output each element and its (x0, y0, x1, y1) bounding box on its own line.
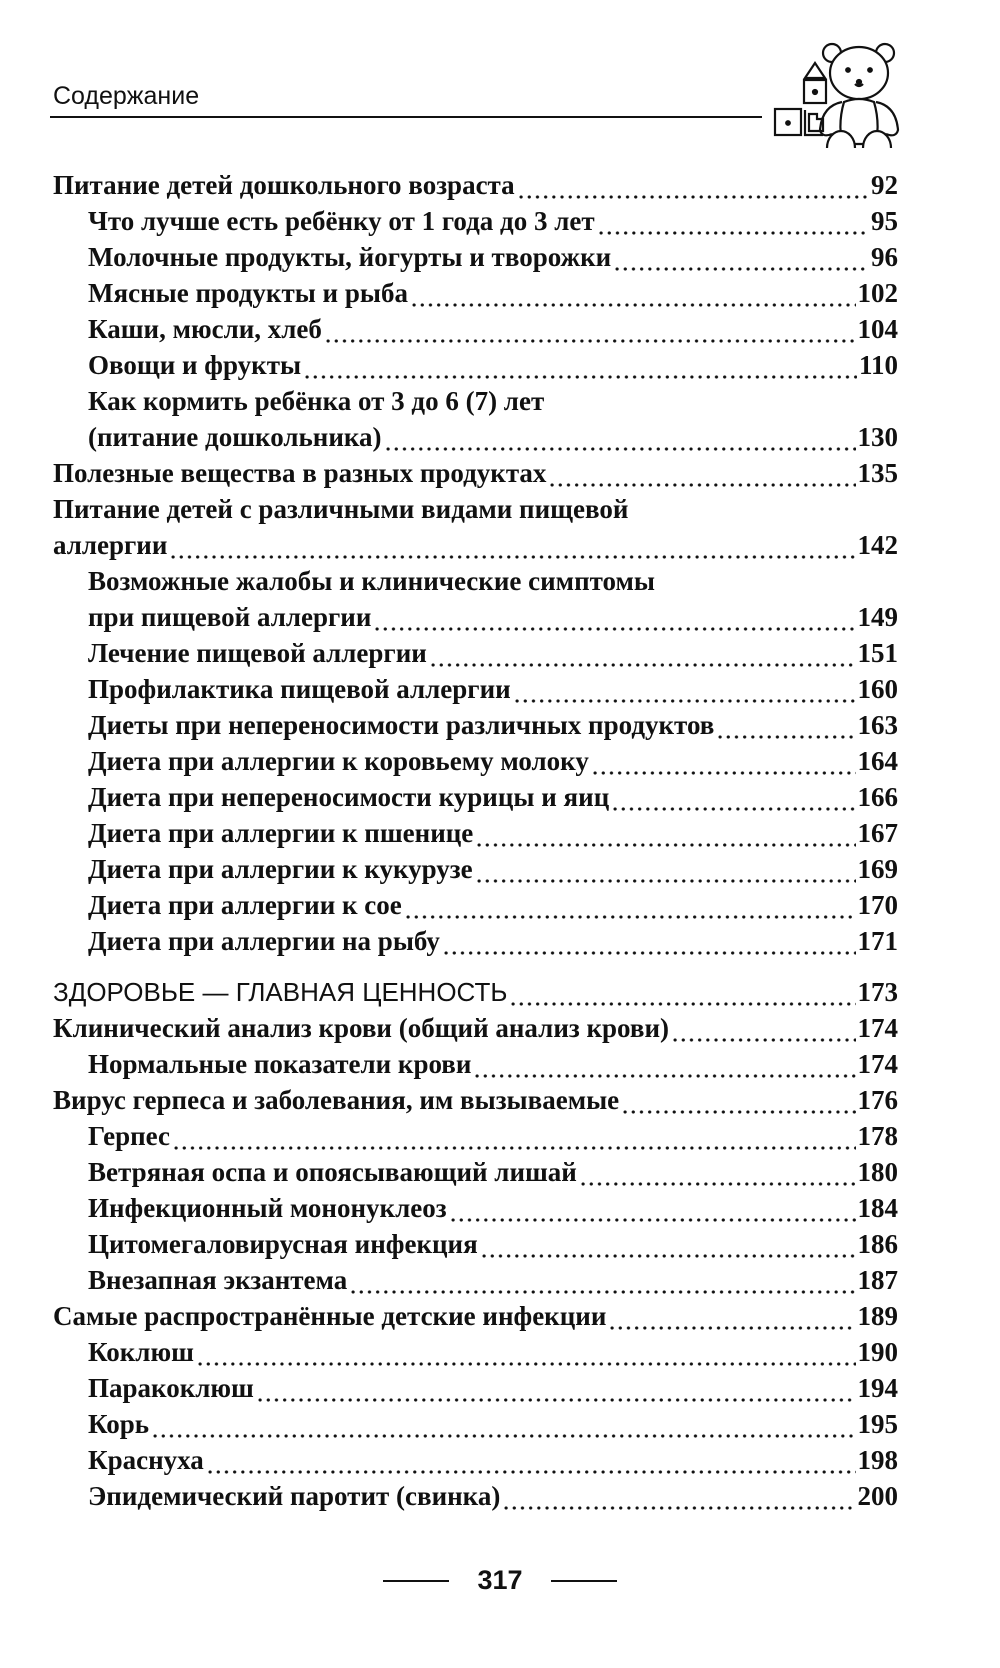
toc-entry-page: 151 (857, 638, 898, 668)
toc-entry[interactable] (53, 1334, 898, 1370)
toc-entry-page: 167 (857, 818, 898, 848)
toc-entry-page: 160 (857, 674, 898, 704)
dot-leader (349, 1262, 855, 1298)
toc-entry-page: 195 (857, 1409, 898, 1439)
toc-entry[interactable] (53, 1298, 898, 1334)
toc-entry[interactable] (53, 1226, 898, 1262)
toc-entry-page: 194 (857, 1373, 898, 1403)
dot-leader (196, 1334, 856, 1370)
toc-entry-title: Паракоклюш (88, 1373, 254, 1403)
toc-entry-page: 187 (857, 1265, 898, 1295)
toc-entry-page: 163 (857, 710, 898, 740)
dot-leader (716, 707, 855, 743)
dot-leader (513, 671, 856, 707)
running-header: Содержание (53, 82, 200, 110)
toc-entry-title: Мясные продукты и рыба (88, 278, 408, 308)
toc-entry-title: Возможные жалобы и клинические симптомы (88, 566, 655, 596)
toc-entry-page: 200 (857, 1481, 898, 1511)
toc-entry-title: ЗДОРОВЬЕ — ГЛАВНАЯ ЦЕННОСТЬ (53, 977, 508, 1007)
toc-entry[interactable] (53, 1118, 898, 1154)
toc-entry[interactable] (53, 599, 898, 635)
toc-entry[interactable] (53, 419, 898, 455)
footer-dash-left (383, 1580, 449, 1582)
toc-entry[interactable] (53, 815, 898, 851)
toc-entry[interactable] (53, 707, 898, 743)
toc-entry-title: Диета при аллергии к коровьему молоку (88, 746, 589, 776)
toc-entry[interactable] (53, 1478, 898, 1514)
toc-entry-title: Краснуха (88, 1445, 204, 1475)
dot-leader (517, 167, 869, 203)
toc-entry-page: 178 (857, 1121, 898, 1151)
toc-entry[interactable] (53, 203, 898, 239)
dot-leader (373, 599, 855, 635)
dot-leader (256, 1370, 856, 1406)
toc-entry-title: Герпес (88, 1121, 170, 1151)
toc-entry[interactable] (53, 275, 898, 311)
toc-entry-title: Диеты при непереносимости различных продуктов (88, 710, 715, 740)
dot-leader (548, 455, 855, 491)
toc-entry-page: 169 (857, 854, 898, 884)
toc-entry-page: 184 (857, 1193, 898, 1223)
toc-entry-title: Питание детей дошкольного возраста (53, 170, 515, 200)
toc-entry-page: 92 (871, 170, 898, 200)
toc-entry-title: Нормальные показатели крови (88, 1049, 472, 1079)
toc-entry-title: Диета при непереносимости курицы и яиц (88, 782, 610, 812)
toc-entry-title: Профилактика пищевой аллергии (88, 674, 511, 704)
toc-entry[interactable] (53, 1262, 898, 1298)
toc-entry-title: Корь (88, 1409, 150, 1439)
dot-leader (579, 1154, 856, 1190)
toc-entry-page: 130 (857, 422, 898, 452)
toc-entry[interactable] (53, 887, 898, 923)
toc-entry-page: 198 (857, 1445, 898, 1475)
toc-entry[interactable] (53, 1082, 898, 1118)
dot-leader (613, 239, 869, 275)
dot-leader (608, 1298, 855, 1334)
dot-leader (404, 887, 856, 923)
toc-entry-title: Диета при аллергии к пшенице (88, 818, 474, 848)
dot-leader (410, 275, 856, 311)
dot-leader (480, 1226, 856, 1262)
toc-entry[interactable] (53, 1010, 898, 1046)
toc-entry[interactable] (53, 779, 898, 815)
toc-entry-title: Диета при аллергии к кукурузе (88, 854, 473, 884)
toc-entry[interactable] (53, 635, 898, 671)
toc-entry[interactable] (53, 1046, 898, 1082)
toc-entry-page: 166 (857, 782, 898, 812)
toc-entry-page: 95 (871, 206, 898, 236)
dot-leader (591, 743, 856, 779)
table-of-contents (53, 167, 898, 1514)
toc-entry-title: Питание детей с различными видами пищевой (53, 494, 629, 524)
toc-entry-title: Ветряная оспа и опоясывающий лишай (88, 1157, 577, 1187)
toc-entry-title: аллергии (53, 530, 168, 560)
toc-entry-page: 170 (857, 890, 898, 920)
toc-entry-page: 174 (857, 1013, 898, 1043)
dot-leader (442, 923, 856, 959)
toc-entry[interactable] (53, 851, 898, 887)
toc-entry-title: Каши, мюсли, хлеб (88, 314, 322, 344)
dot-leader (475, 815, 855, 851)
toc-entry-page: 102 (857, 278, 898, 308)
toc-entry-page: 180 (857, 1157, 898, 1187)
toc-entry-title: Лечение пищевой аллергии (88, 638, 427, 668)
toc-entry-page: 190 (857, 1337, 898, 1367)
toc-entry[interactable] (53, 167, 898, 203)
toc-entry-page: 149 (857, 602, 898, 632)
footer-dash-right (551, 1580, 617, 1582)
toc-entry[interactable] (53, 1442, 898, 1478)
dot-leader (475, 851, 856, 887)
toc-entry[interactable] (53, 527, 898, 563)
toc-entry-title: Молочные продукты, йогурты и творожки (88, 242, 612, 272)
toc-entry-page: 173 (857, 977, 898, 1007)
toc-entry-title: Вирус герпеса и заболевания, им вызываемые (53, 1085, 620, 1115)
toc-entry-page: 176 (857, 1085, 898, 1115)
toc-entry-title: (питание дошкольника) (88, 422, 382, 452)
page-number: 317 (477, 1565, 523, 1595)
toc-entry-title: Клинический анализ крови (общий анализ крови) (53, 1013, 670, 1043)
toc-entry-page: 174 (857, 1049, 898, 1079)
toc-entry-title: Овощи и фрукты (88, 350, 302, 380)
toc-entry[interactable] (53, 743, 898, 779)
dot-leader (621, 1082, 855, 1118)
toc-entry-title: Самые распространённые детские инфекции (53, 1301, 607, 1331)
toc-entry-title: Полезные вещества в разных продуктах (53, 458, 547, 488)
toc-entry[interactable] (53, 1190, 898, 1226)
dot-leader (449, 1190, 856, 1226)
toc-entry[interactable] (53, 455, 898, 491)
dot-leader (502, 1478, 855, 1514)
dot-leader (169, 527, 855, 563)
dot-leader (172, 1118, 856, 1154)
dot-leader (671, 1010, 855, 1046)
toc-entry-title: Коклюш (88, 1337, 194, 1367)
dot-leader (509, 974, 855, 1010)
toc-entry[interactable] (53, 974, 898, 1010)
toc-entry[interactable] (53, 491, 898, 527)
toc-entry[interactable] (53, 923, 898, 959)
toc-entry[interactable] (53, 1370, 898, 1406)
header-rule (50, 116, 762, 118)
toc-entry-title: Диета при аллергии к сое (88, 890, 402, 920)
toc-entry-page: 104 (857, 314, 898, 344)
toc-entry[interactable] (53, 347, 898, 383)
toc-entry-page: 135 (857, 458, 898, 488)
dot-leader (384, 419, 856, 455)
toc-entry[interactable] (53, 671, 898, 707)
toc-entry-title: Цитомегаловирусная инфекция (88, 1229, 478, 1259)
toc-entry-page: 189 (857, 1301, 898, 1331)
toc-entry[interactable] (53, 383, 898, 419)
toc-entry-page: 164 (857, 746, 898, 776)
dot-leader (429, 635, 856, 671)
dot-leader (324, 311, 856, 347)
toc-entry[interactable] (53, 311, 898, 347)
toc-entry[interactable] (53, 1406, 898, 1442)
dot-leader (151, 1406, 855, 1442)
dot-leader (611, 779, 855, 815)
dot-leader (597, 203, 869, 239)
teddy-bear-with-blocks-icon (770, 18, 905, 148)
page-footer (0, 1565, 1000, 1596)
toc-entry-title: при пищевой аллергии (88, 602, 372, 632)
toc-entry-title: Внезапная экзантема (88, 1265, 348, 1295)
toc-entry-title: Как кормить ребёнка от 3 до 6 (7) лет (88, 386, 545, 416)
toc-entry-title: Что лучше есть ребёнку от 1 года до 3 лет (88, 206, 595, 236)
toc-entry[interactable] (53, 563, 898, 599)
dot-leader (303, 347, 857, 383)
toc-entry[interactable] (53, 239, 898, 275)
toc-entry-page: 96 (871, 242, 898, 272)
toc-entry-title: Диета при аллергии на рыбу (88, 926, 440, 956)
toc-entry-page: 186 (857, 1229, 898, 1259)
dot-leader (206, 1442, 856, 1478)
toc-entry-page: 110 (858, 350, 898, 380)
toc-entry-title: Инфекционный мононуклеоз (88, 1193, 447, 1223)
toc-entry-page: 142 (857, 530, 898, 560)
toc-entry-title: Эпидемический паротит (свинка) (88, 1481, 501, 1511)
toc-entry[interactable] (53, 1154, 898, 1190)
dot-leader (473, 1046, 855, 1082)
toc-entry-page: 171 (857, 926, 898, 956)
